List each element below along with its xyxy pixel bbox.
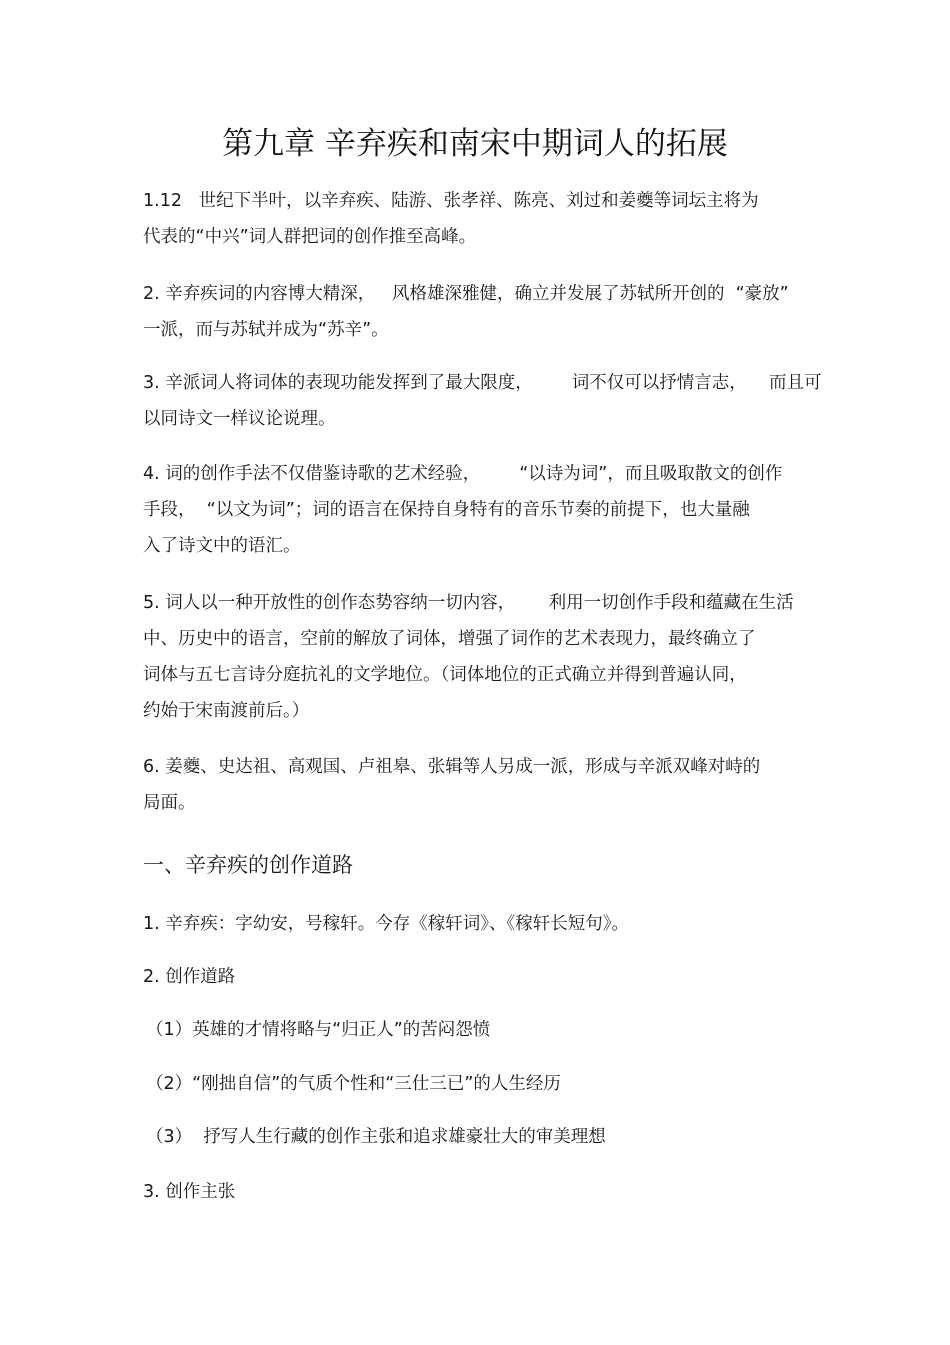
- point-4-line-1: 4. 词的创作手法不仅借鉴诗歌的艺术经验， “以诗为词”，而且吸取散文的创作: [143, 464, 783, 484]
- subitem-1: （1）英雄的才情将略与“归正人”的苦闷怨愤: [146, 1020, 491, 1040]
- point-3-line-2: 以同诗文一样议论说理。: [143, 409, 336, 429]
- section-heading: 一、辛弃疾的创作道路: [143, 853, 353, 877]
- point-4-line-3: 入了诗文中的语汇。: [143, 536, 301, 556]
- point-4: [143, 456, 823, 564]
- point-5-line-2: 中、历史中的语言，空前的解放了词体，增强了词作的艺术表现力，最终确立了: [143, 629, 756, 649]
- point-2-line-2: 一派，而与苏轼并成为“苏辛”。: [143, 320, 389, 340]
- item-3: 3. 创作主张: [143, 1182, 236, 1202]
- point-2-line-1: 2. 辛弃疾词的内容博大精深， 风格雄深雅健，确立并发展了苏轼所开创的 “豪放”: [143, 284, 789, 304]
- point-5-line-3: 词体与五七言诗分庭抗礼的文学地位。（词体地位的正式确立并得到普遍认同，: [143, 665, 747, 685]
- point-5: [143, 585, 823, 729]
- point-1-line-1: 1.12 世纪下半叶，以辛弃疾、陆游、张孝祥、陈亮、刘过和姜夔等词坛主将为: [143, 191, 759, 211]
- point-6: [143, 749, 823, 821]
- item-2: 2. 创作道路: [143, 967, 236, 987]
- point-1: [143, 183, 823, 255]
- point-5-line-4: 约始于宋南渡前后。）: [143, 701, 310, 721]
- point-3: [143, 365, 823, 437]
- point-6-line-1: 6. 姜夔、史达祖、高观国、卢祖皋、张辑等人另成一派，形成与辛派双峰对峙的: [143, 757, 761, 777]
- point-3-line-1: 3. 辛派词人将词体的表现功能发挥到了最大限度， 词不仅可以抒情言志， 而且可: [143, 373, 822, 393]
- point-1-line-2: 代表的“中兴”词人群把词的创作推至高峰。: [143, 227, 477, 247]
- item-1: 1. 辛弃疾：字幼安，号稼轩。今存《稼轩词》、《稼轩长短句》。: [143, 914, 630, 934]
- subitem-3: （3） 抒写人生行藏的创作主张和追求雄豪壮大的审美理想: [146, 1127, 606, 1147]
- point-2: [143, 276, 823, 348]
- subitem-2: （2）“刚拙自信”的气质个性和“三仕三已”的人生经历: [146, 1074, 561, 1094]
- point-6-line-2: 局面。: [143, 793, 196, 813]
- chapter-title: 第九章 辛弃疾和南宋中期词人的拓展: [222, 126, 728, 162]
- point-4-line-2: 手段， “以文为词”；词的语言在保持自身特有的音乐节奏的前提下，也大量融: [143, 500, 750, 520]
- point-5-line-1: 5. 词人以一种开放性的创作态势容纳一切内容， 利用一切创作手段和蕴藏在生活: [143, 593, 794, 613]
